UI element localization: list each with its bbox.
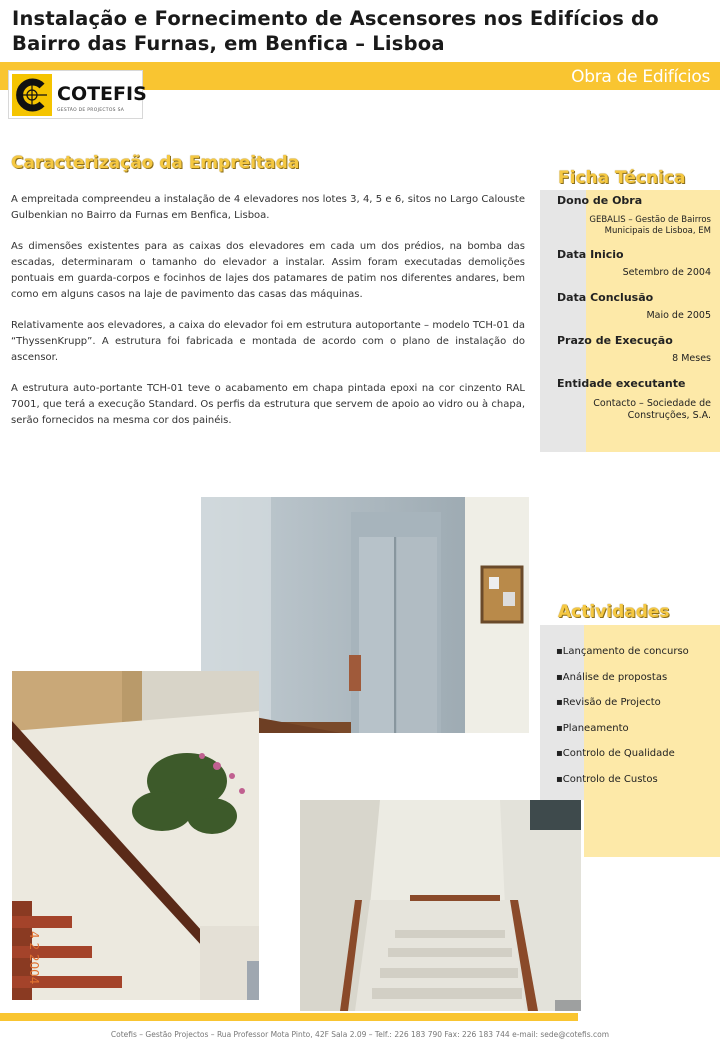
photo-date-stamp: 4 2 2004 [27,931,41,985]
activity-item: ▪Revisão de Projecto [556,697,661,709]
band-label: Obra de Edifícios [571,67,710,87]
ficha-value-entidade-1: Contacto – Sociedade de [593,398,711,409]
staircase-plant-image [12,671,259,1000]
activity-item: ▪Análise de propostas [556,671,668,683]
cotefis-logo-mark-icon [12,74,52,116]
title-line-2: Bairro das Furnas, em Benfica – Lisboa [12,32,445,55]
ficha-label-inicio: Data Inicio [557,248,624,261]
logo-subtitle: GESTÃO DE PROJECTOS SA [57,108,125,113]
section-heading-empreitada: Caracterização da Empreitada [11,153,300,173]
ficha-value-inicio: Setembro de 2004 [622,267,711,278]
stairs-down-image [300,800,581,1011]
ficha-label-dono: Dono de Obra [557,194,643,207]
activities-list [556,645,716,799]
paragraph: A empreitada compreendeu a instalação de 4 elevadores nos lotes 3, 4, 5 e 6, sitos no Largo Calouste Gulbenkian no Bairro da Furnas em Benfica, Lisboa. [11,194,525,221]
description-text [11,192,525,444]
ficha-value-conclusao: Maio de 2005 [646,310,711,321]
paragraph: A estrutura auto-portante TCH-01 teve o acabamento em chapa pintada epoxi na cor cinzento RAL 7001, que terá a execução Standard. Os perfis da estrutura que servem de apoio ao vidro ou à chapa, serão fornecidos na mesma cor dos painéis. [11,383,525,426]
staircase-plant-photo [12,671,259,1000]
activity-item: ▪Planeamento [556,722,629,734]
activity-item: ▪Controlo de Custos [556,773,658,785]
paragraph: As dimensões existentes para as caixas dos elevadores em cada um dos prédios, na bomba das escadas, determinaram o tamanho do elevador a instalar. Assim foram executadas demolições pontuais em guarda-corpos e focinhos de lajes dos patamares de patim nos diferentes andares, bem como em alguns casos na laje de pavimento das casas das máquinas. [11,241,525,300]
activity-item: ▪Lançamento de concurso [556,646,689,657]
ficha-value-dono-1: GEBALIS – Gestão de Bairros [589,215,711,225]
footer-bar [0,1013,578,1021]
ficha-value-dono-2: Municipais de Lisboa, EM [604,225,711,236]
section-heading-ficha: Ficha Técnica [558,168,686,188]
ficha-value-prazo: 8 Meses [672,353,711,364]
stairs-down-photo [300,800,581,1011]
ficha-value-entidade-2: Construções, S.A. [627,410,711,421]
ficha-tecnica [541,192,713,422]
cotefis-logo [8,70,147,119]
ficha-label-prazo: Prazo de Execução [557,334,673,347]
activity-item: ▪Controlo de Qualidade [556,748,675,760]
ficha-label-entidade: Entidade executante [557,377,686,390]
page-title [12,6,712,56]
footer-contact: Cotefis – Gestão Projectos – Rua Professor Mota Pinto, 42F Sala 2.09 – Telf.: 226 183 790 Fax: 226 183 744 e-mail: sede@cotefis.com [110,1030,610,1039]
ficha-label-conclusao: Data Conclusão [557,291,654,304]
paragraph: Relativamente aos elevadores, a caixa do elevador foi em estrutura autoportante – modelo TCH-01 da “ThyssenKrupp”. A estrutura foi fabricada e montada de acordo com o plano de instalação do ascensor. [11,320,525,363]
title-line-1: Instalação e Fornecimento de Ascensores nos Edifícios do [12,7,659,30]
section-heading-actividades: Actividades [558,602,670,622]
logo-name: COTEFIS [57,83,147,105]
